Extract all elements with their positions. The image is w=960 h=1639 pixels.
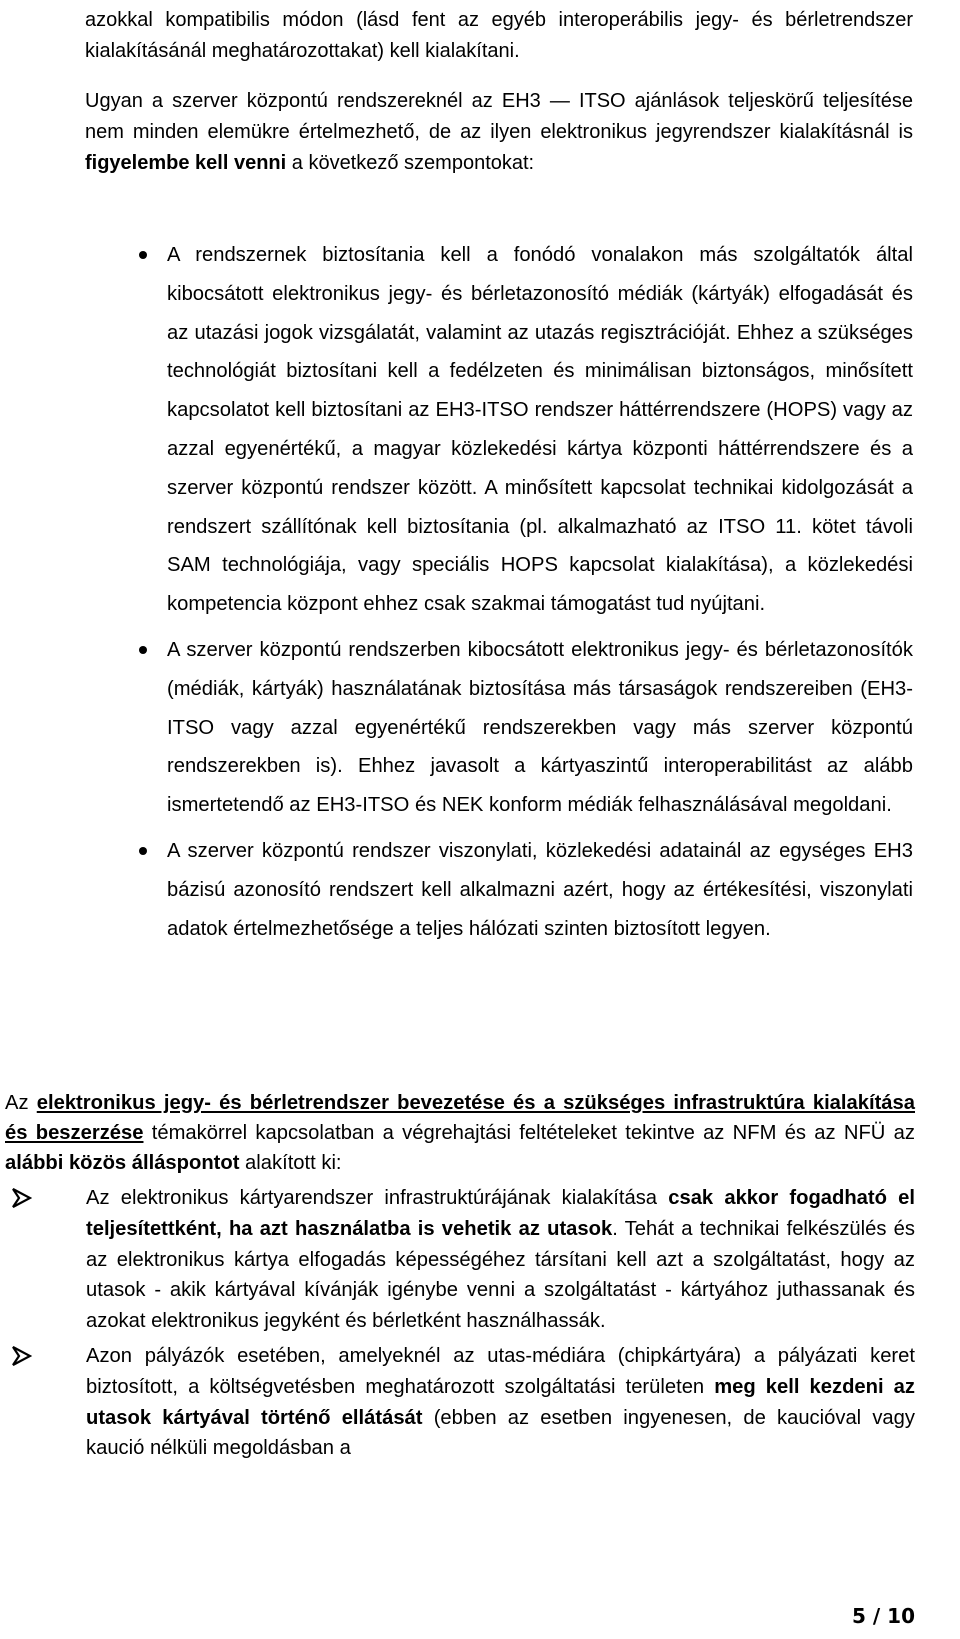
- section-paragraph: [5, 1088, 915, 1178]
- intro-paragraph: [85, 86, 913, 179]
- bullet-dot-icon: [139, 847, 147, 855]
- arrow-item-emphasis: meg kell kezdeni az utasok kártyával történő ellátását: [86, 1375, 915, 1429]
- bullet-text: A szerver központú rendszerben kibocsátott elektronikus jegy- és bérletazonosítók (médiák, kártyák) használatának biztosítása más társaságok rendszereiben (EH3-ITSO vagy azzal egyenértékű rendszerekben vagy más szerver központú rendszerekben is). Ehhez javasolt a kártyaszintű interoperabilitást az alább ismertetendő az EH3-ITSO és NEK konform médiák felhasználásával megoldani.: [167, 638, 913, 817]
- bullet-dot-icon: [139, 251, 147, 259]
- intro-line: azokkal kompatibilis módon (lásd fent az egyéb interoperábilis jegy- és bérletrendszer kialakításánál meghatározottakat) kell kialakítani.: [85, 9, 913, 62]
- arrow-bullet-icon: [10, 1345, 32, 1367]
- bullet-dot-icon: [139, 646, 147, 654]
- bullet-item: [87, 236, 913, 624]
- intro-continuation: [85, 5, 913, 67]
- arrow-item-text: Az elektronikus kártyarendszer infrastruktúrájának kialakítása csak akkor fogadható el teljesítettként, ha azt használatba is vehetik az utasok. Tehát a technikai felkészülés és az elektronikus kártya elfogadás képességéhez társítani kell azt a szolgáltatást, hogy az utasok - akik kártyával kívánják igénybe venni a szolgáltatást - kártyához juthassanak és azokat elektronikus jegyként és bérletként használhassák.: [86, 1187, 916, 1333]
- section-topic: elektronikus jegy- és bérletrendszer bevezetése és a szükséges infrastruktúra kialakítása és beszerzése: [5, 1092, 915, 1144]
- bullet-text: A szerver központú rendszer viszonylati, közlekedési adatainál az egységes EH3 bázisú azonosító rendszert kell alkalmazni azért, hogy az értékesítési, viszonylati adatok értelmezhetősége a teljes hálózati szinten biztosított legyen.: [167, 839, 913, 940]
- section-emphasis: alábbi közös álláspontot: [5, 1152, 240, 1174]
- bullet-item: [87, 832, 913, 948]
- intro-paragraph-text: Ugyan a szerver központú rendszereknél az EH3 — ITSO ajánlások teljeskörű teljesítése nem minden elemükre értelmezhető, de az ilyen elektronikus jegyrendszer kialakításnál is figyelembe kell venni a következő szempontokat:: [85, 90, 913, 174]
- section-text: Az elektronikus jegy- és bérletrendszer bevezetése és a szükséges infrastruktúra kialakítása és beszerzése témakörrel kapcsolatban a végrehajtási feltételeket tekintve az NFM és az NFÜ az alábbi közös álláspontot alakított ki:: [5, 1092, 915, 1174]
- arrow-item: [10, 1183, 915, 1337]
- arrow-item: [10, 1341, 915, 1464]
- bullet-item: [87, 631, 913, 825]
- bullet-text: A rendszernek biztosítania kell a fonódó vonalakon más szolgáltatók által kibocsátott elektronikus jegy- és bérletazonosító médiák (kártyák) elfogadását és az utazási jogok vizsgálatát, valamint az utazás regisztrációját. Ehhez a szükséges technológiát biztosítani kell a fedélzeten és minimálisan biztonságos, minősített kapcsolatot kell biztosítani az EH3-ITSO rendszer háttérrendszere (HOPS) vagy az azzal egyenértékű, a magyar közlekedési kártya központi háttérrendszere és a szerver központú rendszer között. A minősített kapcsolat technikai kidolgozását a rendszert szállítónak kell biztosítania (pl. alkalmazható az ITSO 11. kötet távoli SAM technológiája, vagy speciális HOPS kapcsolat kialakítása), a közlekedési kompetencia központ ehhez csak szakmai támogatást tud nyújtani.: [167, 244, 913, 616]
- intro-emphasis: figyelembe kell venni: [85, 152, 287, 174]
- arrow-item-text: Azon pályázók esetében, amelyeknél az utas-médiára (chipkártyára) a pályázati keret biztosított, a költségvetésben meghatározott szolgáltatási területen meg kell kezdeni az utasok kártyával történő ellátását (ebben az esetben ingyenesen, de kaucióval vagy kaució nélküli megoldásban a: [86, 1344, 915, 1460]
- arrow-item-emphasis: csak akkor fogadható el teljesítettként, ha azt használatba is vehetik az utasok: [86, 1187, 916, 1240]
- bullet-list: [87, 236, 913, 948]
- page-number: 5 / 10: [852, 1604, 915, 1628]
- arrow-list: [10, 1183, 915, 1464]
- arrow-bullet-icon: [10, 1187, 32, 1209]
